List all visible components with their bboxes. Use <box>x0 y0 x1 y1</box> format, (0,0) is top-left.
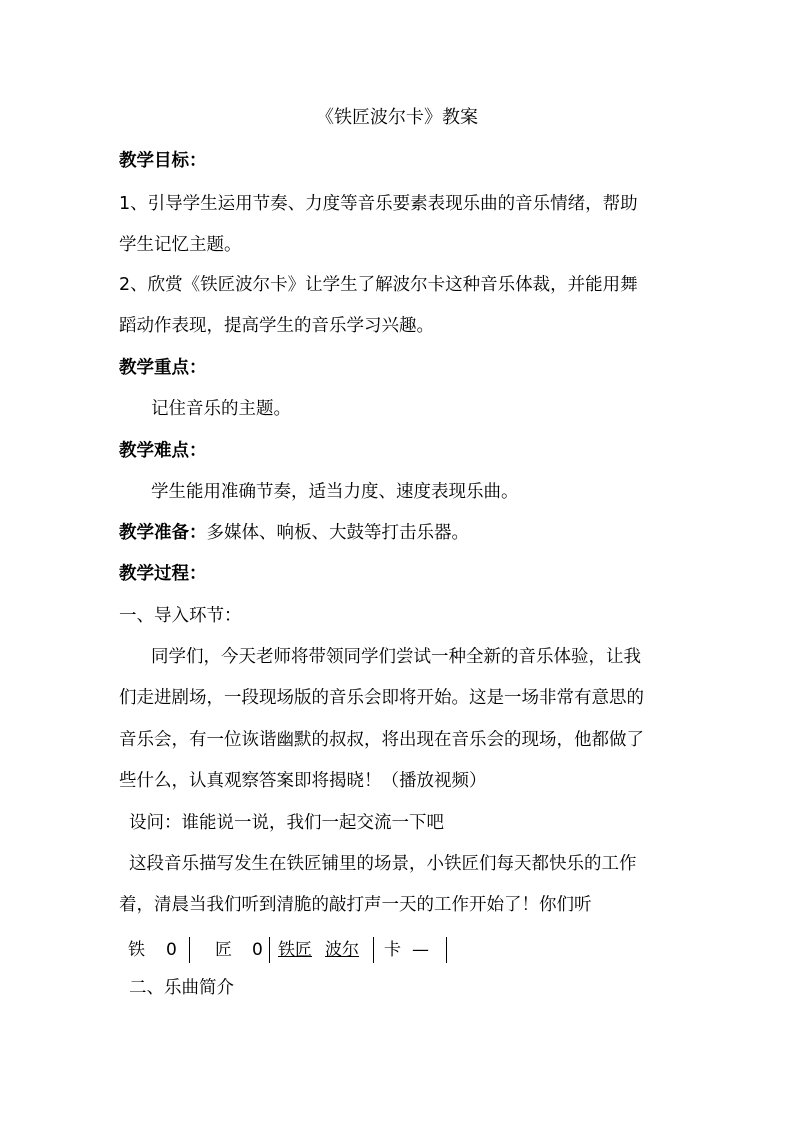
preparation-line <box>119 521 679 545</box>
rhythm-barline-3 <box>373 937 374 963</box>
paragraph-1-line-3: 音乐会，有一位诙谐幽默的叔叔，将出现在音乐会的现场，他都做了 <box>119 730 644 750</box>
goals-heading: 教学目标： <box>119 151 207 171</box>
goal-1-line-1: 1、引导学生运用节奏、力度等音乐要素表现乐曲的音乐情绪，帮助 <box>119 194 638 214</box>
rhythm-rest-1: 0 <box>166 940 177 960</box>
rhythm-syllable-3: 铁匠 <box>278 940 312 960</box>
rhythm-barline-4 <box>446 937 447 963</box>
paragraph-1-line-2: 们走进剧场，一段现场版的音乐会即将开始。这是一场非常有意思的 <box>119 688 644 708</box>
section-1-title: 一、导入环节： <box>119 606 242 626</box>
goal-2-line-2: 蹈动作表现，提高学生的音乐学习兴趣。 <box>119 316 434 336</box>
key-points-heading: 教学重点： <box>119 358 207 378</box>
rhythm-syllable-5: 卡 <box>384 940 401 960</box>
rhythm-rest-2: 0 <box>252 940 263 960</box>
paragraph-2-line-2: 着，清晨当我们听到清脆的敲打声一天的工作开始了！你们听 <box>119 895 592 915</box>
difficulty-text: 学生能用准确节奏，适当力度、速度表现乐曲。 <box>151 482 519 502</box>
rhythm-barline-2 <box>269 937 270 963</box>
question-line: 设问：谁能说一说，我们一起交流一下吧 <box>129 813 444 833</box>
paragraph-1-line-1: 同学们，今天老师将带领同学们尝试一种全新的音乐体验，让我 <box>151 647 641 667</box>
preparation-heading: 教学准备： <box>119 523 207 543</box>
key-points-text: 记住音乐的主题。 <box>151 399 291 419</box>
preparation-text: 多媒体、响板、大鼓等打击乐器。 <box>206 523 469 543</box>
paragraph-1-line-4: 些什么，认真观察答案即将揭晓！（播放视频） <box>119 771 487 791</box>
goal-1-line-2: 学生记忆主题。 <box>119 235 242 255</box>
document-title: 《铁匠波尔卡》教案 <box>316 107 478 128</box>
process-heading: 教学过程： <box>119 564 207 584</box>
section-2-title: 二、乐曲简介 <box>129 978 234 998</box>
difficulty-heading: 教学难点： <box>119 441 207 461</box>
goal-2-line-1: 2、欣赏《铁匠波尔卡》让学生了解波尔卡这种音乐体裁，并能用舞 <box>119 275 638 295</box>
rhythm-syllable-1: 铁 <box>128 940 145 960</box>
rhythm-barline-1 <box>189 937 190 963</box>
rhythm-syllable-2: 匠 <box>215 940 232 960</box>
rhythm-hold-dash: — <box>412 940 429 960</box>
rhythm-syllable-4: 波尔 <box>325 940 359 960</box>
paragraph-2-line-1: 这段音乐描写发生在铁匠铺里的场景，小铁匠们每天都快乐的工作 <box>129 854 637 874</box>
